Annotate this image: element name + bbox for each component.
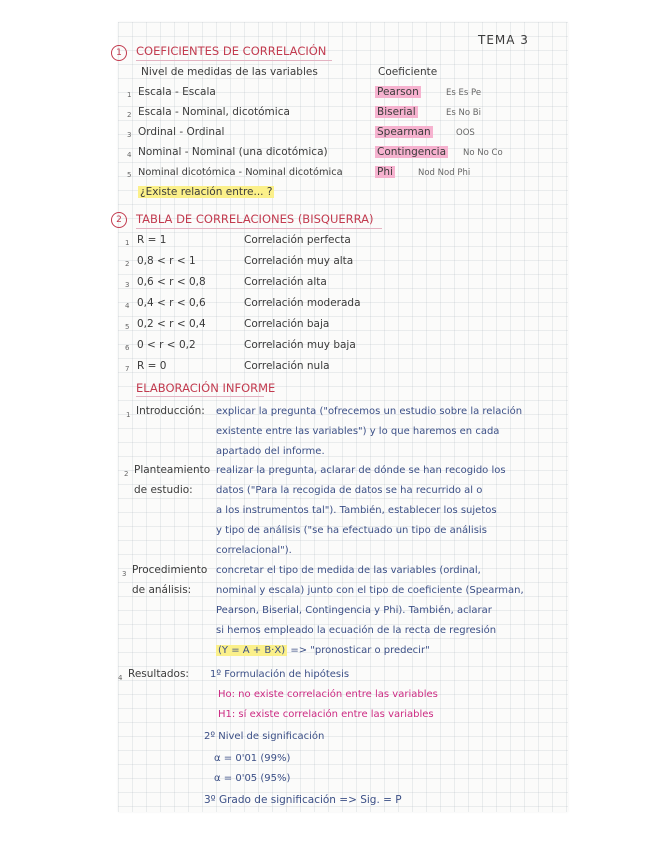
resultados-step-2: 2º Nivel de significación [204,731,325,742]
corr-row-num: 5 [125,323,130,331]
coef-row-coef: Phi [377,166,393,178]
informe-line: y tipo de análisis ("se ha efectuado un tipo de análisis [216,525,487,536]
coef-row-note: OOS [456,128,475,138]
coef-row-note: No No Co [463,148,503,158]
corr-row-num: 4 [125,302,130,310]
informe-line: apartado del informe. [216,446,325,457]
corr-row-num: 6 [125,344,130,352]
corr-row-num: 2 [125,260,130,268]
informe-item-term: Procedimiento [132,564,208,576]
corr-row-label: Correlación alta [244,276,327,288]
corr-row-range: 0 < r < 0,2 [137,339,196,351]
informe-item-num: 1 [126,411,131,419]
coef-row-level: Escala - Escala [138,86,216,98]
resultados-step-3: 3º Grado de significación => Sig. = P [204,794,402,806]
informe-line: Pearson, Biserial, Contingencia y Phi). También, aclarar [216,605,492,616]
corr-row-range: 0,6 < r < 0,8 [137,276,206,288]
coef-row-num: 5 [127,171,132,179]
informe-line: si hemos empleado la ecuación de la recta de regresión [216,625,497,636]
informe-line: datos ("Para la recogida de datos se ha recurrido al o [216,485,483,496]
col-left-header: Nivel de medidas de las variables [141,66,318,78]
coef-row-num: 2 [127,111,132,119]
coef-row-level: Escala - Nominal, dicotómica [138,106,290,118]
informe-line: explicar la pregunta ("ofrecemos un estudio sobre la relación [216,406,523,417]
coef-row-num: 3 [127,131,132,139]
informe-item-num: 2 [124,470,129,478]
coef-row-level: Nominal - Nominal (una dicotómica) [138,146,328,158]
corr-row-label: Correlación nula [244,360,330,372]
coef-row-coef: Biserial [377,106,416,118]
corr-row-label: Correlación moderada [244,297,361,309]
section-2-number: 2 [111,212,127,228]
corr-row-label: Correlación baja [244,318,330,330]
corr-row-range: 0,8 < r < 1 [137,255,196,267]
corr-row-num: 7 [125,365,130,373]
informe-line: concretar el tipo de medida de las variables (ordinal, [216,565,481,576]
section-1-underline [136,60,332,61]
corr-row-num: 3 [125,281,130,289]
tema-label: TEMA 3 [478,33,529,47]
coef-row-coef: Contingencia [377,146,447,158]
coef-row-num: 1 [127,91,132,99]
regression-formula: (Y = A + B·X) [218,645,286,656]
corr-row-label: Correlación perfecta [244,234,351,246]
coef-row-level: Ordinal - Ordinal [138,126,225,138]
alpha-2: α = 0'05 (95%) [214,773,291,784]
informe-line: a los instrumentos tal"). También, establecer los sujetos [216,505,497,516]
informe-title: ELABORACIÓN INFORME [136,381,276,395]
informe-item-term: Planteamiento [134,464,211,476]
section-2-title: TABLA DE CORRELACIONES (BISQUERRA) [136,212,374,226]
coef-row-note: Es Es Pe [446,88,482,98]
informe-line: correlacional"). [216,545,292,556]
informe-underline [136,396,264,397]
coef-row-note: Es No Bi [446,108,481,118]
informe-item-term: de análisis: [132,584,192,596]
resultados-term: Resultados: [128,668,189,680]
informe-item-term: Introducción: [136,405,205,417]
regression-formula-tail: => "pronosticar o predecir" [290,645,430,656]
coef-row-coef: Spearman [377,126,431,138]
coef-row-level: Nominal dicotómica - Nominal dicotómica [138,167,343,178]
informe-item-num: 3 [122,570,127,578]
col-right-header: Coeficiente [378,66,438,78]
corr-row-label: Correlación muy alta [244,255,354,267]
coef-row-num: 4 [127,151,132,159]
alpha-1: α = 0'01 (99%) [214,753,291,764]
corr-row-range: R = 1 [137,234,167,246]
informe-line: nominal y escala) junto con el tipo de coeficiente (Spearman, [216,585,524,596]
section-1-number: 1 [111,45,127,61]
question-text: ¿Existe relación entre... ? [140,186,273,198]
informe-item-num: 4 [118,674,123,682]
section-2-underline [136,228,382,229]
hypothesis-h0: Ho: no existe correlación entre las variables [218,689,438,700]
corr-row-label: Correlación muy baja [244,339,356,351]
corr-row-range: 0,2 < r < 0,4 [137,318,206,330]
coef-row-note: Nod Nod Phi [418,168,471,178]
corr-row-range: 0,4 < r < 0,6 [137,297,206,309]
informe-line: realizar la pregunta, aclarar de dónde se han recogido los [216,465,506,476]
resultados-step-1: 1º Formulación de hipótesis [210,669,350,680]
corr-row-range: R = 0 [137,360,167,372]
informe-item-term: de estudio: [134,484,193,496]
informe-line: existente entre las variables") y lo que haremos en cada [216,426,500,437]
coef-row-coef: Pearson [377,86,419,98]
hypothesis-h1: H1: sí existe correlación entre las variables [218,709,434,720]
section-1-title: COEFICIENTES DE CORRELACIÓN [136,44,327,58]
corr-row-num: 1 [125,239,130,247]
